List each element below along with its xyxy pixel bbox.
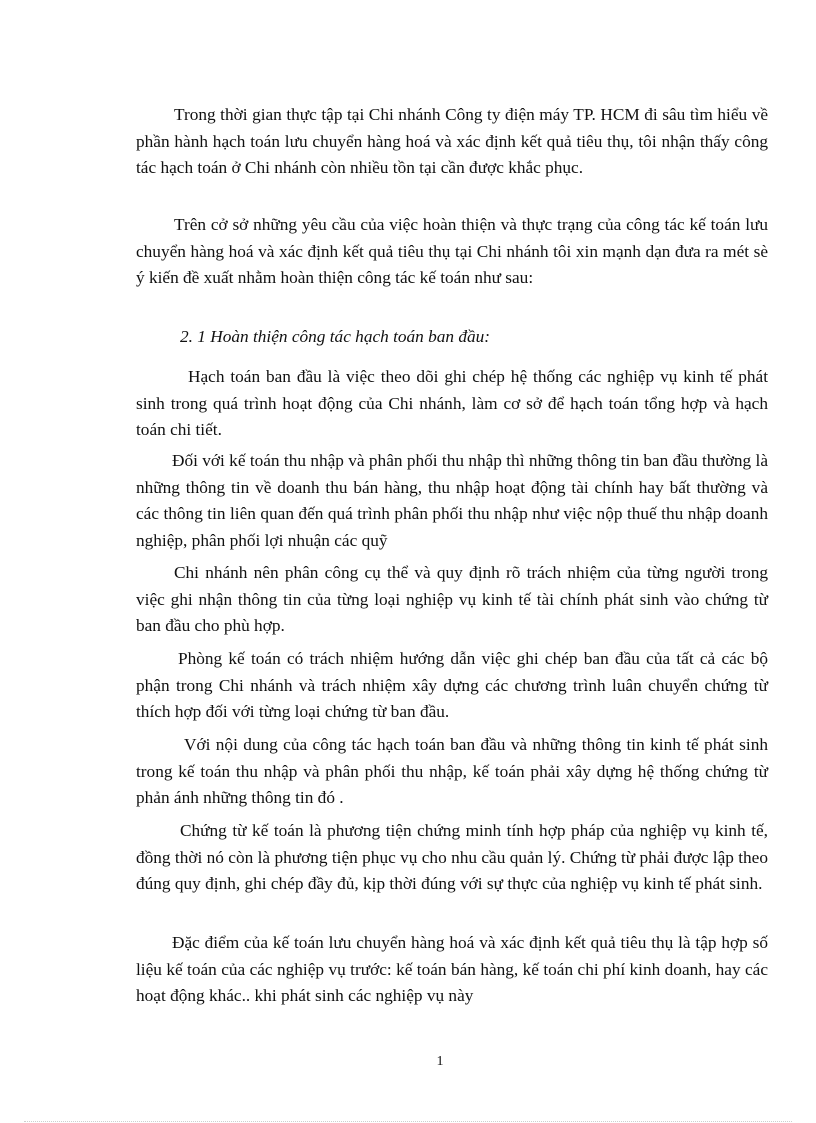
page-bottom-border <box>24 1121 792 1122</box>
paragraph-4: Đối với kế toán thu nhập và phân phối thu nhập thì những thông tin ban đầu thường là những thông tin về doanh thu bán hàng, thu nhập hoạt động tài chính hay bất thường và các thông tin liên quan đến quá trình phân phối thu nhập như việc nộp thuế thu nhập doanh nghiệp, phân phối lợi nhuận các quỹ <box>136 451 768 551</box>
page-number: 1 <box>436 1054 444 1069</box>
paragraph-2: Trên cở sở những yêu cầu của việc hoàn thiện và thực trạng của công tác kế toán lưu chuyển hàng hoá và xác định kết quả tiêu thụ tại Chi nhánh tôi xin mạnh dạn đưa ra mét sè ý kiến đề xuất nhằm hoàn thiện công tác kế toán như sau: <box>136 215 768 288</box>
paragraph-7: Với nội dung của công tác hạch toán ban đầu và những thông tin kinh tế phát sinh trong kế toán thu nhập và phân phối thu nhập, kế toán phải xây dựng hệ thống chứng từ phản ánh những thông tin đó . <box>136 735 768 808</box>
paragraph-8: Chứng từ kế toán là phương tiện chứng minh tính hợp pháp của nghiệp vụ kinh tế, đồng thời nó còn là phương tiện phục vụ cho nhu cầu quản lý. Chứng từ phải được lập theo đúng quy định, ghi chép đầy đủ, kịp thời đúng với sự thực của nghiệp vụ kinh tế phát sinh. <box>136 821 768 894</box>
paragraph-3: Hạch toán ban đầu là việc theo dõi ghi chép hệ thống các nghiệp vụ kinh tế phát sinh trong quá trình hoạt động của Chi nhánh, làm cơ sở để hạch toán tổng hợp và hạch toán chi tiết. <box>136 367 768 440</box>
paragraph-1: Trong thời gian thực tập tại Chi nhánh Công ty điện máy TP. HCM đi sâu tìm hiểu về phần hành hạch toán lưu chuyển hàng hoá và xác định kết quả tiêu thụ, tôi nhận thấy công tác hạch toán ở Chi nhánh còn nhiều tồn tại cần được khắc phục. <box>136 105 768 178</box>
paragraph-5: Chi nhánh nên phân công cụ thể và quy định rõ trách nhiệm của từng người trong việc ghi nhận thông tin của từng loại nghiệp vụ kinh tế tài chính phát sinh vào chứng từ ban đầu cho phù hợp. <box>136 563 768 636</box>
paragraph-6: Phòng kế toán có trách nhiệm hướng dẫn việc ghi chép ban đầu của tất cả các bộ phận trong Chi nhánh và trách nhiệm xây dựng các chương trình luân chuyển chứng từ thích hợp đối với từng loại chứng từ ban đầu. <box>136 649 768 722</box>
paragraph-9: Đặc điểm của kế toán lưu chuyển hàng hoá và xác định kết quả tiêu thụ là tập hợp số liệu kế toán của các nghiệp vụ trước: kế toán bán hàng, kế toán chi phí kinh doanh, hay các hoạt động khác.. khi phát sinh các nghiệp vụ này <box>136 933 768 1006</box>
section-heading: 2. 1 Hoàn thiện công tác hạch toán ban đầu: <box>180 327 491 346</box>
